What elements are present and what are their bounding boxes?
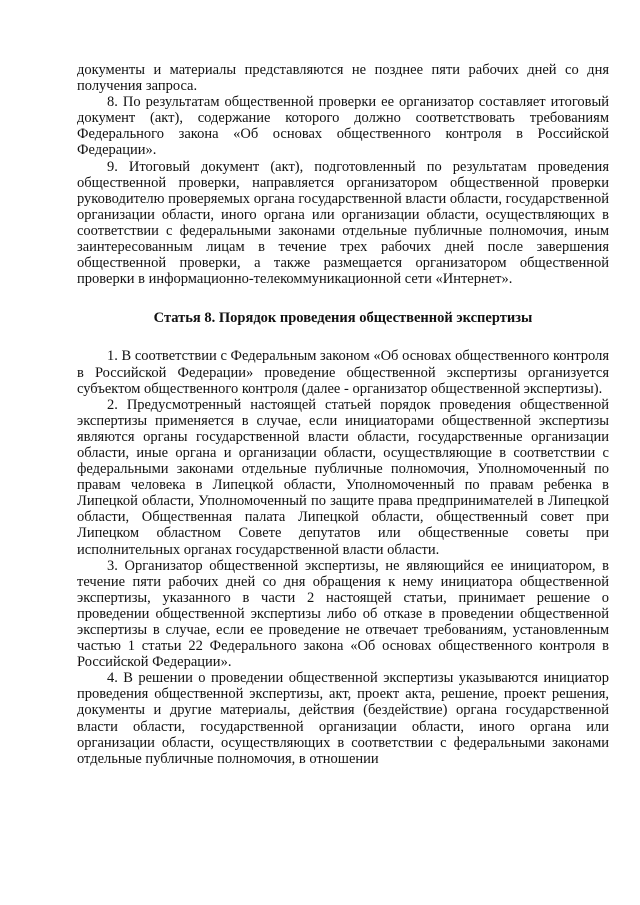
- paragraph-item-8: 8. По результатам общественной проверки ее организатор составляет итоговый документ (акт), содержание которого должно соответствовать требованиям Федерального закона «Об основах общественного контроля в Российской Федерации».: [77, 94, 609, 159]
- paragraph-item-9: 9. Итоговый документ (акт), подготовленный по результатам проведения общественной проверки, направляется организатором общественной проверки руководителю проверяемых органа государственной власти области, государственной организации области, иного органа или организации области, осуществляющих в соответствии с федеральными законами отдельные публичные полномочия, иным заинтересованным лицам в течение трех рабочих дней после завершения общественной проверки, а также размещается организатором общественной проверки в информационно-телекоммуникационной сети «Интернет».: [77, 158, 609, 288]
- article-title: Статья 8. Порядок проведения общественной экспертизы: [153, 310, 533, 327]
- article-paragraph-2: 2. Предусмотренный настоящей статьей порядок проведения общественной экспертизы применяется в случае, если инициаторами общественной экспертизы являются органы государственной власти области, государственные организации области, иные органа и организации области, осуществляющие в соответствии с федеральными законами отдельные публичные полномочия, Уполномоченный по правам человека в Липецкой области, Уполномоченный по правам ребенка в Липецкой области, Уполномоченный по защите права предпринимателей в Липецкой области, Общественная палата Липецкой области, общественный совет при Липецком областном Совете депутатов или общественные советы при исполнительных органах государственной власти области.: [77, 396, 609, 558]
- paragraph-continuation: документы и материалы представляются не позднее пяти рабочих дней со дня получения запроса.: [77, 62, 609, 95]
- document-page: [77, 62, 609, 767]
- article-paragraph-1: 1. В соответствии с Федеральным законом «Об основах общественного контроля в Российской Федерации» проведение общественной экспертизы организуется субъектом общественного контроля (далее - организатор общественной экспертизы).: [77, 348, 609, 397]
- article-paragraph-4: 4. В решении о проведении общественной экспертизы указываются инициатор проведения общественной экспертизы, акт, проект акта, решение, проект решения, документы и другие материалы, действия (бездействие) органа государственной власти области, государственной организации области, иного органа или организации области, осуществляющих в соответствии с федеральными законами отдельные публичные полномочия, в отношении: [77, 670, 609, 767]
- article-paragraph-3: 3. Организатор общественной экспертизы, не являющийся ее инициатором, в течение пяти рабочих дней со дня обращения к нему инициатора общественной экспертизы, указанного в части 2 настоящей статьи, принимает решение о проведении общественной экспертизы либо об отказе в проведении общественной экспертизы в случае, если ее проведение не отвечает требованиям, установленным частью 1 статьи 22 Федерального закона «Об основах общественного контроля в Российской Федерации».: [77, 557, 609, 671]
